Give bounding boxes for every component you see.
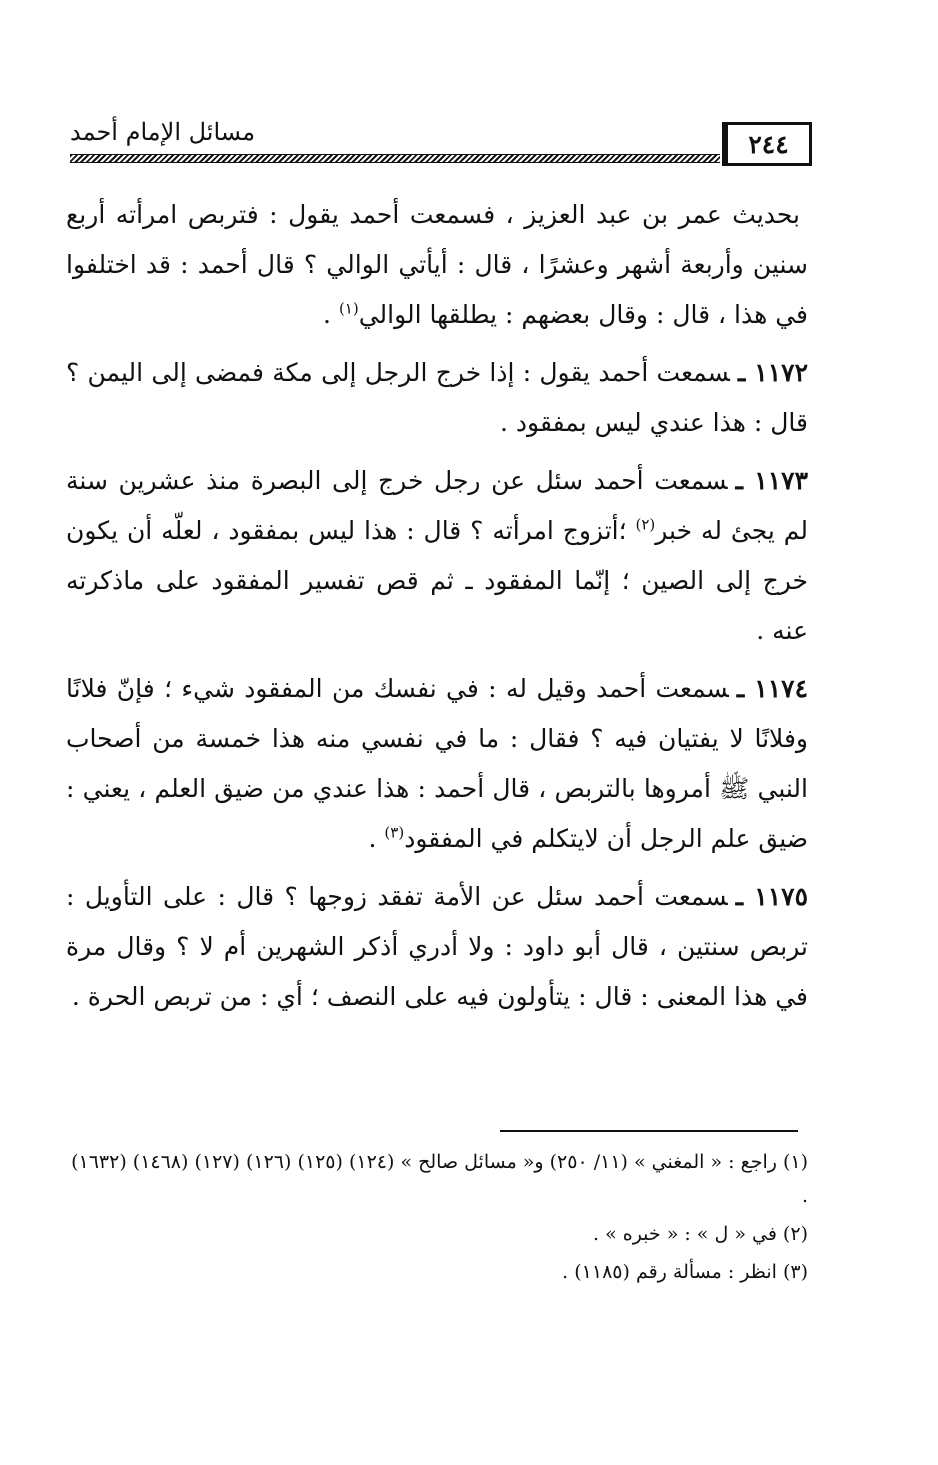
paragraph-text: سمعت أحمد سئل عن رجل خرج إلى البصرة منذ عشرين سنة لم يجئ له خبر — [66, 466, 809, 545]
footnote-ref[interactable]: (١) — [338, 299, 359, 318]
paragraph-tail: . — [323, 300, 339, 329]
footnotes — [66, 1145, 808, 1293]
page-number: ٢٤٤ — [722, 122, 812, 166]
issue-number: ١١٧٢ ـ — [737, 358, 808, 387]
page-header — [70, 108, 812, 170]
paragraph-1174 — [66, 664, 808, 864]
paragraph-text: بحديث عمر بن عبد العزيز ، فسمعت أحمد يقول : فتربص امرأته أربع سنين وأربعة أشهر وعشرًا ، قال : أيأتي الوالي ؟ قال أحمد : قد اختلفوا في هذا ، قال : وقال بعضهم : يطلقها الوالي — [66, 200, 808, 329]
paragraph-continuation — [66, 190, 808, 340]
footnote-ref[interactable]: (٢) — [635, 515, 656, 534]
running-title: مسائل الإمام أحمد — [70, 118, 256, 146]
footnote-ref[interactable]: (٣) — [384, 823, 405, 842]
issue-number: ١١٧٤ ـ — [736, 674, 809, 703]
paragraph-1175 — [66, 872, 808, 1022]
paragraph-1173 — [66, 456, 808, 656]
body-text — [66, 190, 808, 1030]
issue-number: ١١٧٥ ـ — [735, 882, 808, 911]
header-rule — [70, 154, 720, 163]
paragraph-text: سمعت أحمد يقول : إذا خرج الرجل إلى مكة فمضى إلى اليمن ؟قال : هذا عندي ليس بمفقود . — [66, 358, 808, 437]
footnote-2: (٢) في « ل » : « خبره » . — [593, 1223, 808, 1245]
footnote-1: (١) راجع : « المغني » (١١/ ٢٥٠) و« مسائل صالح » (١٢٤) (١٢٥) (١٢٦) (١٢٧) (١٤٦٨) (١٦٣٢) . — [71, 1151, 808, 1207]
paragraph-1172 — [66, 348, 808, 448]
paragraph-tail: . — [368, 824, 385, 853]
issue-number: ١١٧٣ ـ — [735, 466, 808, 495]
paragraph-text: سمعت أحمد سئل عن الأمة تفقد زوجها ؟ قال : على التأويل : تربص سنتين ، قال أبو داود : ولا أدري أذكر الشهرين أم لا ؟ وقال مرة في هذا المعنى : قال : يتأولون فيه على النصف ؛ أي : من تربص الحرة . — [66, 882, 808, 1011]
footnote-3: (٣) انظر : مسألة رقم (١١٨٥) . — [562, 1261, 808, 1283]
paragraph-tail: ؛أتزوج امرأته ؟ قال : هذا ليس بمفقود ، لعلّه أن يكون خرج إلى الصين ؛ إنّما المفقود ـ ثم قص تفسير المفقود على ماذكرته عنه . — [66, 516, 808, 645]
footnote-separator — [500, 1130, 798, 1132]
paragraph-text: سمعت أحمد وقيل له : في نفسك من المفقود شيء ؛ فإنّ فلانًا وفلانًا لا يفتيان فيه ؟ فقال : ما في نفسي منه هذا خمسة من أصحاب النبي ﷺ أمروها بالتربص ، قال أحمد : هذا عندي من ضيق العلم ، يعني : ضيق علم الرجل أن لايتكلم في المفقود — [66, 674, 808, 853]
